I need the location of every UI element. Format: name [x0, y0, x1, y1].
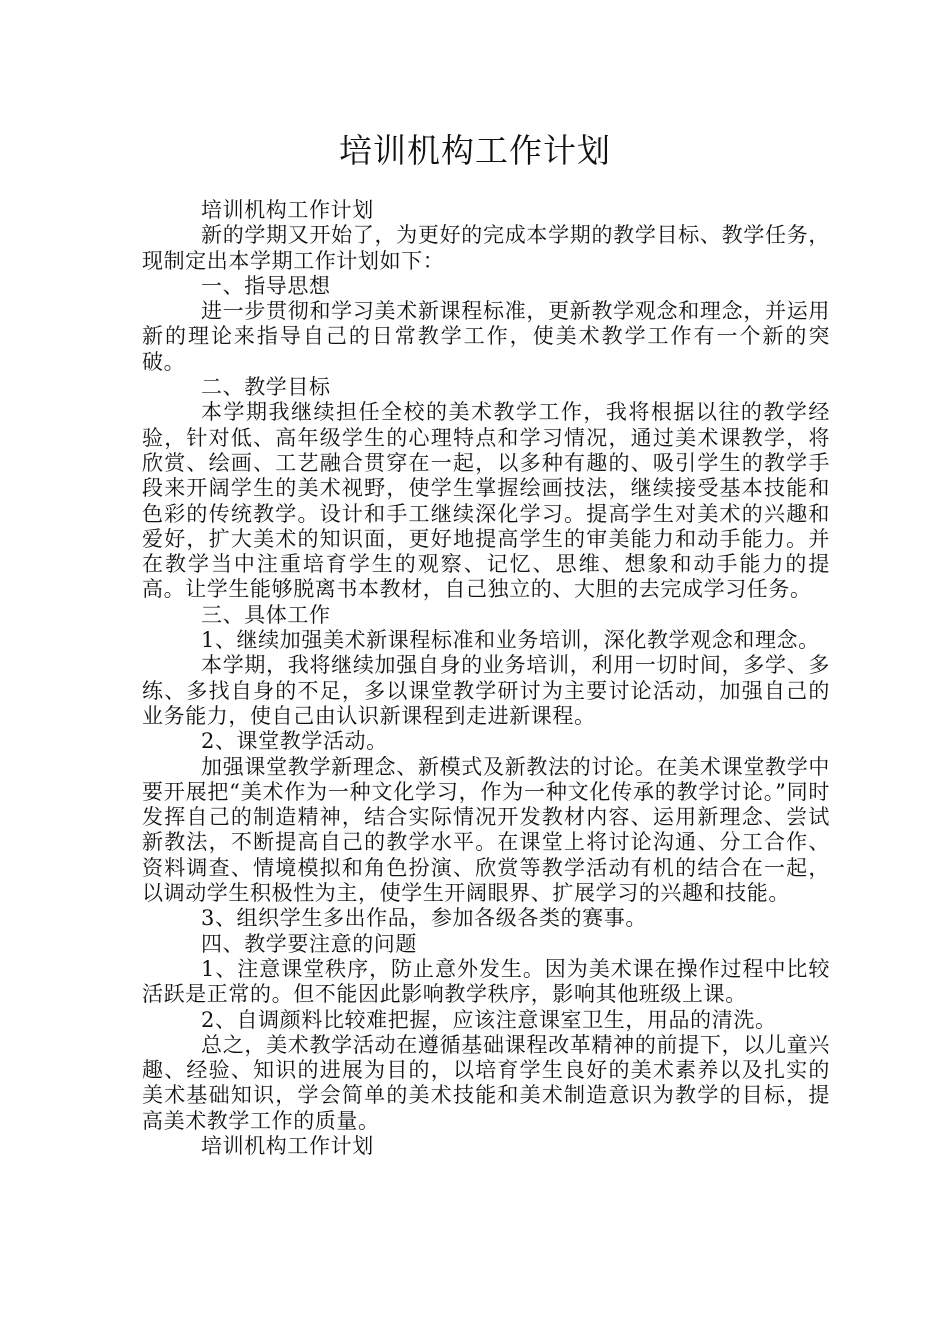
- section-heading-specific-work: 三、具体工作: [201, 602, 331, 627]
- section-heading-guiding-ideas: 一、指导思想: [201, 273, 331, 298]
- list-item-paint-hygiene: 2、自调颜料比较难把握，应该注意课室卫生，用品的清洗。: [201, 1007, 777, 1032]
- document-title: 培训机构工作计划: [339, 131, 611, 170]
- list-item-training: 1、继续加强美术新课程标准和业务培训，深化教学观念和理念。: [201, 628, 820, 653]
- paragraph-teaching-goals: 本学期我继续担任全校的美术教学工作，我将根据以往的教学经验，针对低、高年级学生的心理特点和学习情况，通过美术课教学，将欣赏、绘画、工艺融合贯穿在一起，以多种有趣的、吸引学生的教学手段来开阔学生的美术视野，使学生掌握绘画技法，继续接受基本技能和色彩的传统教学。设计和手工继续深化学习。提高学生对美术的兴趣和爱好，扩大美术的知识面，更好地提高学生的审美能力和动手能力。并在教学当中注重培育学生的观察、记忆、思维、想象和动手能力的提高。让学生能够脱离书本教材，自己独立的、大胆的去完成学习任务。: [142, 400, 830, 602]
- paragraph-training-detail: 本学期，我将继续加强自身的业务培训，利用一切时间，多学、多练、多找自身的不足，多以课堂教学研讨为主要讨论活动，加强自己的业务能力，使自己由认识新课程到走进新课程。: [142, 653, 830, 728]
- paragraph-plan-heading: 培训机构工作计划: [201, 198, 374, 222]
- document-body: [142, 198, 830, 1159]
- section-heading-attention-issues: 四、教学要注意的问题: [201, 931, 417, 956]
- paragraph-intro: 新的学期又开始了，为更好的完成本学期的教学目标、教学任务，现制定出本学期工作计划如下：: [142, 223, 830, 273]
- paragraph-guiding-ideas: 进一步贯彻和学习美术新课程标准，更新教学观念和理念，并运用新的理论来指导自己的日常教学工作，使美术教学工作有一个新的突破。: [142, 299, 830, 374]
- list-item-student-works: 3、组织学生多出作品，参加各级各类的赛事。: [201, 906, 647, 931]
- paragraph-plan-footer: 培训机构工作计划: [201, 1133, 374, 1158]
- section-heading-teaching-goals: 二、教学目标: [201, 375, 331, 400]
- list-item-classroom-activities: 2、课堂教学活动。: [201, 729, 388, 754]
- paragraph-classroom-detail: 加强课堂教学新理念、新模式及新教法的讨论。在美术课堂教学中要开展把“美术作为一种文化学习，作为一种文化传承的教学讨论。”同时发挥自己的制造精神，结合实际情况开发教材内容、运用新理念、尝试新教法，不断提高自己的教学水平。在课堂上将讨论沟通、分工合作、资料调查、情境模拟和角色扮演、欣赏等教学活动有机的结合在一起，以调动学生积极性为主，使学生开阔眼界、扩展学习的兴趣和技能。: [142, 754, 830, 906]
- list-item-classroom-order: 1、注意课堂秩序，防止意外发生。因为美术课在操作过程中比较活跃是正常的。但不能因此影响教学秩序，影响其他班级上课。: [142, 956, 830, 1007]
- paragraph-conclusion: 总之，美术教学活动在遵循基础课程改革精神的前提下，以儿童兴趣、经验、知识的进展为目的，以培育学生良好的美术素养以及扎实的美术基础知识，学会简单的美术技能和美术制造意识为教学的目标，提高美术教学工作的质量。: [142, 1032, 830, 1133]
